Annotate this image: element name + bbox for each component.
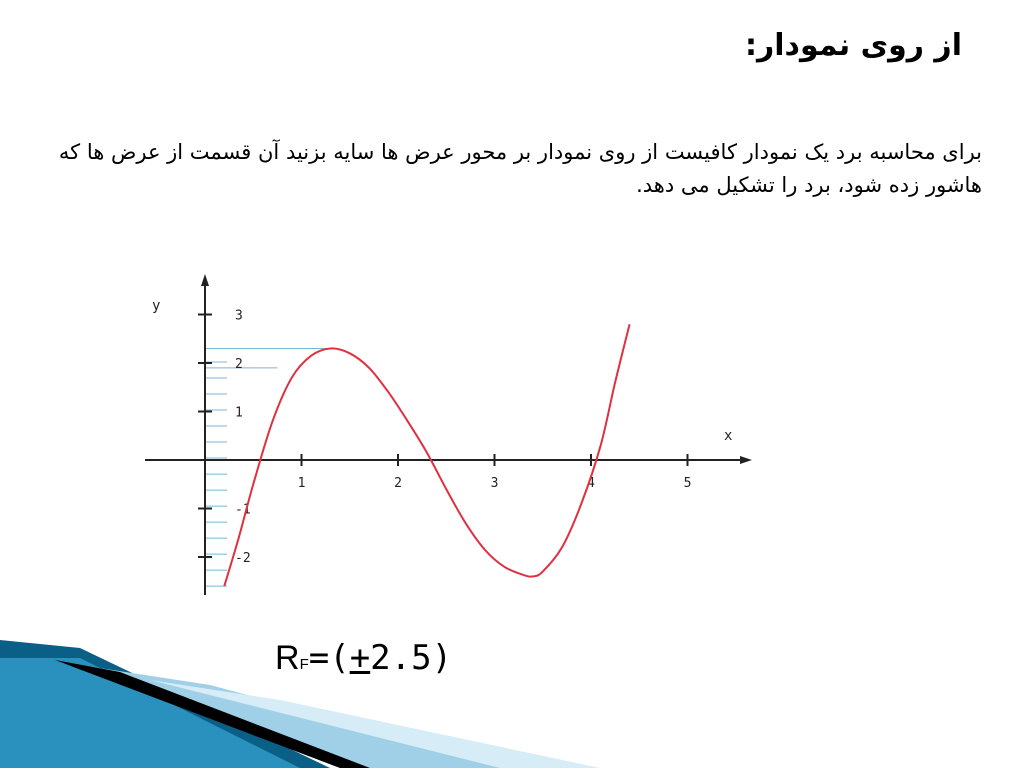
formula-equals: =(: [308, 638, 350, 678]
y-tick-label: 2: [235, 357, 243, 372]
slide-title: از روی نمودار:: [745, 28, 962, 63]
x-tick-label: 1: [297, 476, 306, 491]
x-tick-label: 2: [394, 476, 402, 491]
formula-r: R: [275, 639, 300, 677]
function-curve: [224, 324, 629, 586]
plus-minus-sign: +: [349, 638, 371, 678]
x-tick-label: 3: [490, 476, 499, 491]
y-tick-label: -2: [235, 551, 251, 566]
x-tick-label: 4: [587, 476, 595, 491]
function-graph: [140, 270, 760, 605]
axis-ticks: [198, 309, 691, 567]
corner-decoration: [0, 640, 620, 768]
x-axis-arrow: [740, 456, 752, 464]
y-tick-label: 3: [235, 308, 243, 324]
x-axis-label: x: [724, 428, 733, 444]
y-tick-label: 1: [235, 405, 243, 421]
formula-value: 2.5): [370, 638, 453, 678]
y-axis-label: y: [152, 298, 161, 314]
formula-subscript: F: [299, 656, 309, 673]
y-tick-label: -1: [235, 502, 251, 518]
body-paragraph: برای محاسبه برد یک نمودار کافیست از روی نمودار بر محور عرض ها سایه بزنید آن قسمت از عرض ها که هاشور زده شود، برد را تشکیل می دهد.: [58, 140, 982, 197]
y-axis-arrow: [201, 274, 209, 286]
x-tick-label: 5: [683, 476, 692, 491]
range-shading: [205, 348, 330, 586]
